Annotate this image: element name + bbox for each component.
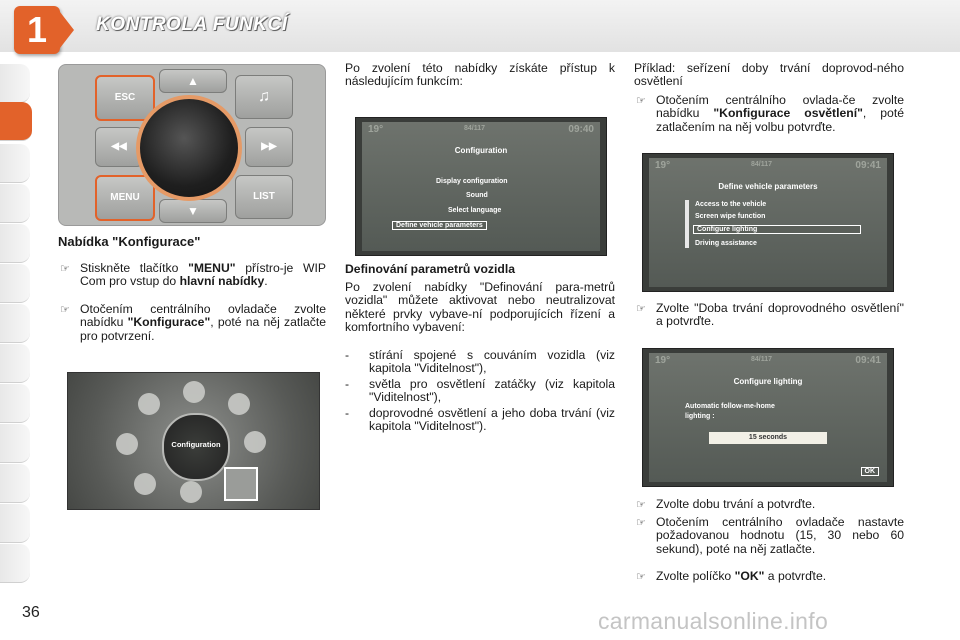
instruction-text: a potvrďte. xyxy=(764,569,827,583)
music-button: ♫ xyxy=(235,75,293,119)
bullet-hand-icon: ☞ xyxy=(636,571,646,583)
temperature-readout: 19° xyxy=(368,124,384,135)
intro-text: Po zvolení této nabídky získáte přístup k následujícím funkcím: xyxy=(345,61,615,89)
instruction-text: , poté zatlačením na něj volbu potvrďte. xyxy=(656,106,904,134)
next-button: ▶▶ xyxy=(245,127,293,167)
chapter-tab[interactable] xyxy=(0,544,30,583)
chapter-tab-active[interactable] xyxy=(0,102,32,141)
subsection-heading: Definování parametrů vozidla xyxy=(345,262,515,276)
screen-status-bar xyxy=(649,158,887,176)
bullet-hand-icon: ☞ xyxy=(636,303,646,315)
chapter-tab[interactable] xyxy=(0,384,30,423)
configure-lighting-screen xyxy=(642,348,894,487)
instruction-keyword: "OK" xyxy=(734,569,765,583)
instruction-confirm-ok xyxy=(656,570,904,583)
chapter-tab[interactable] xyxy=(0,424,30,463)
instruction-keyword: "Konfigurace" xyxy=(127,315,211,330)
selected-configuration-icon xyxy=(224,467,258,501)
down-button: ▼ xyxy=(159,199,227,223)
instruction-text: , poté na něj zatlačte pro potvrzení. xyxy=(80,315,326,343)
instruction-text: přístro-je WIP Com pro vstup do xyxy=(80,261,326,289)
list-dash: - xyxy=(345,406,350,420)
navigation-icon xyxy=(116,433,138,455)
tools-icon xyxy=(134,473,156,495)
menu-option: Sound xyxy=(466,192,488,199)
setting-label: Automatic follow-me-home xyxy=(685,403,775,410)
page-title: KONTROLA FUNKCÍ xyxy=(96,14,288,35)
instruction-text: Otočením centrálního ovlada-če zvolte nabídku xyxy=(656,93,904,121)
clock-readout: 09:41 xyxy=(855,355,881,366)
menu-option: Select language xyxy=(448,207,502,214)
instruction-text: Otočením centrálního ovladače zvolte nabídku xyxy=(80,302,326,330)
temperature-readout: 19° xyxy=(655,355,671,366)
menu-center-label: Configuration xyxy=(171,440,221,449)
watermark: carmanualsonline.info xyxy=(598,608,829,634)
chapter-tab[interactable] xyxy=(0,464,30,503)
screen-display xyxy=(362,122,600,251)
menu-option: Driving assistance xyxy=(695,240,757,247)
menu-option: Access to the vehicle xyxy=(695,201,767,208)
clock-readout: 09:40 xyxy=(568,124,594,135)
page-number: 36 xyxy=(22,604,40,621)
vehicle-parameters-screen xyxy=(642,153,894,292)
menu-icon xyxy=(138,393,160,415)
instruction-keyword: "MENU" xyxy=(188,261,236,275)
list-item: světla pro osvětlení zatáčky (viz kapitola "Viditelnost"), xyxy=(369,377,615,405)
up-button: ▲ xyxy=(159,69,227,93)
setting-label: lighting : xyxy=(685,413,715,420)
instruction-keyword: hlavní nabídky xyxy=(179,274,265,289)
chapter-tab[interactable] xyxy=(0,144,30,183)
bullet-hand-icon: ☞ xyxy=(60,263,70,275)
chapter-tab[interactable] xyxy=(0,344,30,383)
screen-title: Configure lighting xyxy=(733,377,803,386)
bullet-hand-icon: ☞ xyxy=(636,517,646,529)
instruction-text: Zvolte políčko xyxy=(656,569,735,583)
menu-option: Screen wipe function xyxy=(695,213,766,220)
instruction-text: . xyxy=(264,274,268,289)
screen-title: Define vehicle parameters xyxy=(718,182,818,191)
instruction-follow-me-home: Zvolte "Doba trvání doprovodného osvětlení" a potvrďte. xyxy=(656,301,904,329)
list-item: stírání spojené s couváním vozidla (viz kapitola "Viditelnost"), xyxy=(369,348,615,376)
example-text: Příklad: seřízení doby trvání doprovod-ného osvětlení xyxy=(634,61,904,89)
instruction-select-configuration xyxy=(80,303,326,343)
menu-center-dial xyxy=(162,413,230,481)
screen-scrollbar xyxy=(685,200,689,248)
chapter-tab[interactable] xyxy=(0,504,30,543)
screen-display xyxy=(649,353,887,482)
list-button: LIST xyxy=(235,175,293,219)
screen-display xyxy=(649,158,887,287)
menu-option-selected: Define vehicle parameters xyxy=(392,221,487,230)
clock-readout: 09:41 xyxy=(855,160,881,171)
instruction-text: Stiskněte tlačítko xyxy=(80,261,189,275)
subsection-text: Po zvolení nabídky "Definování para-metrů vozidla" můžete aktivovat nebo neutralizovat některé prvky vybave-ní podporujících řízení a komfortního vybavení: xyxy=(345,280,615,335)
screen-title: Configuration xyxy=(454,146,508,155)
menu-icon xyxy=(180,481,202,503)
menu-button: MENU xyxy=(95,175,155,221)
chapter-arrow xyxy=(60,12,74,48)
esc-button: ESC xyxy=(95,75,155,121)
menu-option-selected: Configure lighting xyxy=(693,225,861,234)
chapter-tab[interactable] xyxy=(0,64,30,103)
chapter-tab[interactable] xyxy=(0,184,30,223)
duration-value-field: 15 seconds xyxy=(709,432,827,444)
temperature-readout: 19° xyxy=(655,160,671,171)
control-panel-photo xyxy=(58,64,326,226)
bullet-hand-icon: ☞ xyxy=(60,304,70,316)
chapter-tab[interactable] xyxy=(0,304,30,343)
list-item: doprovodné osvětlení a jeho doba trvání (viz kapitola "Viditelnost"). xyxy=(369,406,615,434)
list-dash: - xyxy=(345,377,350,391)
menu-option: Display configuration xyxy=(436,178,508,185)
chapter-badge: 1 xyxy=(14,6,60,54)
configuration-screen xyxy=(355,117,607,256)
main-menu-photo xyxy=(67,372,320,510)
warning-icon xyxy=(183,381,205,403)
instruction-menu-button xyxy=(80,262,326,289)
ok-button: OK xyxy=(861,467,880,476)
central-rotary-knob xyxy=(136,95,242,201)
instruction-set-value: Otočením centrálního ovladače nastavte požadovanou hodnotu (15, 30 nebo 60 sekund), poté na něj zatlačte. xyxy=(656,515,904,556)
previous-button: ◀◀ xyxy=(95,127,143,167)
chapter-tabs xyxy=(0,64,30,574)
phone-icon xyxy=(228,393,250,415)
menu-icon xyxy=(244,431,266,453)
bullet-hand-icon: ☞ xyxy=(636,499,646,511)
chapter-tab[interactable] xyxy=(0,264,30,303)
list-dash: - xyxy=(345,348,350,362)
section-heading-configuration: Nabídka "Konfigurace" xyxy=(58,234,201,249)
screen-status-bar xyxy=(649,353,887,371)
chapter-tab[interactable] xyxy=(0,224,30,263)
instruction-select-lighting xyxy=(656,94,904,134)
track-readout: 84/117 xyxy=(464,125,486,132)
bullet-hand-icon: ☞ xyxy=(636,95,646,107)
screen-status-bar xyxy=(362,122,600,140)
track-readout: 84/117 xyxy=(751,356,773,363)
instruction-select-duration: Zvolte dobu trvání a potvrďte. xyxy=(656,497,816,511)
track-readout: 84/117 xyxy=(751,161,773,168)
instruction-keyword: "Konfigurace osvětlení" xyxy=(713,106,863,121)
